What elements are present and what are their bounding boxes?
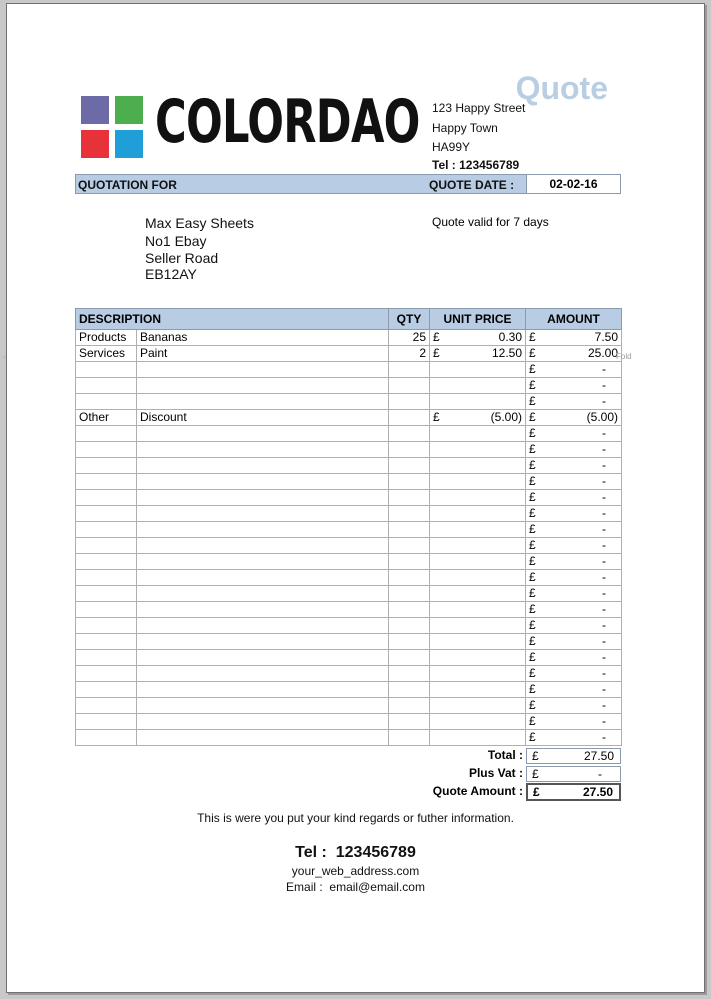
total-amount: 27.50 <box>583 749 614 763</box>
customer-line-2: No1 Ebay <box>145 233 207 249</box>
row-amount-currency: £ <box>529 554 536 568</box>
row-amount-dash: - <box>602 586 607 600</box>
table-row <box>76 634 622 650</box>
table-row <box>76 714 622 730</box>
row-category <box>76 666 137 682</box>
row-qty: 2 <box>389 346 430 362</box>
row-qty <box>389 682 430 698</box>
row-amount-dash: - <box>602 554 607 568</box>
row-category: Products <box>76 330 137 346</box>
row-category <box>76 714 137 730</box>
row-category <box>76 394 137 410</box>
company-tel: Tel : 123456789 <box>432 158 520 172</box>
row-amount-dash: - <box>602 666 607 680</box>
fold-mark-left: ▫ <box>3 353 6 362</box>
row-amount-currency: £ <box>529 570 536 584</box>
row-category <box>76 362 137 378</box>
header-qty: QTY <box>389 309 430 330</box>
row-category <box>76 426 137 442</box>
row-amount <box>526 554 622 570</box>
items-table-body <box>76 330 622 746</box>
row-amount-currency: £ <box>529 442 536 456</box>
row-description <box>137 634 389 650</box>
row-amount-dash: - <box>602 426 607 440</box>
table-row <box>76 362 622 378</box>
row-unit-price <box>430 410 526 426</box>
row-unit-price <box>430 602 526 618</box>
row-amount-dash: - <box>602 714 607 728</box>
row-description <box>137 714 389 730</box>
row-amount-currency: £ <box>529 730 536 744</box>
table-row <box>76 474 622 490</box>
footer-email-label: Email : <box>286 880 323 894</box>
row-amount-dash: - <box>602 458 607 472</box>
row-qty: 25 <box>389 330 430 346</box>
row-amount <box>526 490 622 506</box>
quote-page <box>3 3 705 993</box>
row-description: Discount <box>137 410 389 426</box>
table-row <box>76 730 622 746</box>
row-price-currency: £ <box>433 330 440 344</box>
row-amount-currency: £ <box>529 362 536 376</box>
row-unit-price <box>430 570 526 586</box>
table-row <box>76 650 622 666</box>
row-unit-price <box>430 586 526 602</box>
row-qty <box>389 650 430 666</box>
row-category <box>76 458 137 474</box>
row-amount-currency: £ <box>529 538 536 552</box>
row-qty <box>389 570 430 586</box>
row-amount <box>526 426 622 442</box>
row-category <box>76 522 137 538</box>
row-amount-currency: £ <box>529 506 536 520</box>
table-row <box>76 346 622 362</box>
row-amount <box>526 330 622 346</box>
address-line-1: 123 Happy Street <box>432 101 526 115</box>
row-category <box>76 682 137 698</box>
row-price-value: 12.50 <box>491 346 523 360</box>
row-amount-dash: - <box>602 682 607 696</box>
footer-tel-label: Tel : <box>295 844 327 861</box>
quote-amount-currency: £ <box>533 785 540 799</box>
row-amount-currency: £ <box>529 458 536 472</box>
row-qty <box>389 378 430 394</box>
footer-tel <box>7 844 704 862</box>
footer-email-link[interactable]: email@email.com <box>329 880 425 894</box>
row-description <box>137 378 389 394</box>
row-qty <box>389 426 430 442</box>
row-description <box>137 570 389 586</box>
row-qty <box>389 554 430 570</box>
row-amount-dash: - <box>602 698 607 712</box>
row-description <box>137 538 389 554</box>
row-category <box>76 618 137 634</box>
row-amount-dash: - <box>602 378 607 392</box>
table-row <box>76 538 622 554</box>
total-currency: £ <box>532 749 539 763</box>
total-value <box>526 748 621 764</box>
row-amount <box>526 698 622 714</box>
row-qty <box>389 394 430 410</box>
table-row <box>76 554 622 570</box>
row-amount-value: (5.00) <box>586 410 619 424</box>
row-amount-currency: £ <box>529 666 536 680</box>
row-unit-price <box>430 682 526 698</box>
row-amount <box>526 618 622 634</box>
address-line-3: HA99Y <box>432 140 471 154</box>
row-amount-value: 25.00 <box>587 346 619 360</box>
table-row <box>76 394 622 410</box>
row-unit-price <box>430 506 526 522</box>
table-row <box>76 586 622 602</box>
total-label: Total : <box>487 748 523 762</box>
row-unit-price <box>430 730 526 746</box>
row-unit-price <box>430 554 526 570</box>
vat-label: Plus Vat : <box>468 766 523 780</box>
row-amount-dash: - <box>602 634 607 648</box>
vat-amount: - <box>598 767 602 781</box>
row-category <box>76 378 137 394</box>
table-row <box>76 458 622 474</box>
vat-currency: £ <box>532 767 539 781</box>
footer-tel-number: 123456789 <box>335 844 416 861</box>
table-row <box>76 506 622 522</box>
row-amount-currency: £ <box>529 586 536 600</box>
row-unit-price <box>430 714 526 730</box>
row-amount <box>526 394 622 410</box>
row-amount <box>526 378 622 394</box>
row-amount <box>526 602 622 618</box>
row-unit-price <box>430 426 526 442</box>
table-row <box>76 698 622 714</box>
header-unit-price: UNIT PRICE <box>430 309 526 330</box>
row-unit-price <box>430 458 526 474</box>
row-qty <box>389 714 430 730</box>
row-amount-dash: - <box>602 538 607 552</box>
row-price-currency: £ <box>433 410 440 424</box>
row-price-currency: £ <box>433 346 440 360</box>
row-category <box>76 442 137 458</box>
row-unit-price <box>430 394 526 410</box>
row-category <box>76 602 137 618</box>
footer-email <box>7 880 704 894</box>
row-amount-currency: £ <box>529 682 536 696</box>
row-amount-currency: £ <box>529 714 536 728</box>
row-qty <box>389 506 430 522</box>
row-description: Bananas <box>137 330 389 346</box>
row-amount-currency: £ <box>529 602 536 616</box>
table-row <box>76 570 622 586</box>
row-amount-currency: £ <box>529 618 536 632</box>
quote-amount-value <box>526 783 621 801</box>
row-category <box>76 474 137 490</box>
header-description: DESCRIPTION <box>76 309 389 330</box>
row-amount-currency: £ <box>529 346 536 360</box>
row-amount-dash: - <box>602 522 607 536</box>
row-description <box>137 506 389 522</box>
row-description <box>137 554 389 570</box>
table-row <box>76 378 622 394</box>
row-amount-dash: - <box>602 570 607 584</box>
row-description <box>137 426 389 442</box>
header-amount: AMOUNT <box>526 309 622 330</box>
table-row <box>76 330 622 346</box>
row-unit-price <box>430 442 526 458</box>
quote-amount-amount: 27.50 <box>582 785 613 799</box>
row-description <box>137 666 389 682</box>
row-category <box>76 586 137 602</box>
table-row <box>76 666 622 682</box>
row-description <box>137 730 389 746</box>
row-description <box>137 698 389 714</box>
row-description <box>137 362 389 378</box>
row-amount-dash: - <box>602 650 607 664</box>
row-category <box>76 506 137 522</box>
row-category <box>76 698 137 714</box>
footer-regards: This is were you put your kind regards or futher information. <box>197 811 514 825</box>
row-amount <box>526 714 622 730</box>
customer-line-4: EB12AY <box>145 266 197 282</box>
row-category <box>76 554 137 570</box>
row-unit-price <box>430 618 526 634</box>
row-amount <box>526 538 622 554</box>
row-amount-dash: - <box>602 730 607 744</box>
row-amount-currency: £ <box>529 650 536 664</box>
row-amount-currency: £ <box>529 634 536 648</box>
row-qty <box>389 522 430 538</box>
row-unit-price <box>430 474 526 490</box>
vat-value <box>526 766 621 782</box>
row-amount-currency: £ <box>529 490 536 504</box>
row-unit-price <box>430 330 526 346</box>
row-amount <box>526 586 622 602</box>
row-amount <box>526 522 622 538</box>
row-description: Paint <box>137 346 389 362</box>
row-qty <box>389 586 430 602</box>
row-description <box>137 586 389 602</box>
row-amount-dash: - <box>602 474 607 488</box>
row-amount-currency: £ <box>529 410 536 424</box>
row-category <box>76 538 137 554</box>
row-amount-dash: - <box>602 490 607 504</box>
row-qty <box>389 442 430 458</box>
row-description <box>137 490 389 506</box>
quote-amount-label: Quote Amount : <box>432 784 523 798</box>
quote-date-value: 02-02-16 <box>526 174 621 194</box>
row-qty <box>389 490 430 506</box>
row-unit-price <box>430 522 526 538</box>
row-amount <box>526 506 622 522</box>
row-unit-price <box>430 538 526 554</box>
row-amount-dash: - <box>602 394 607 408</box>
row-qty <box>389 474 430 490</box>
row-description <box>137 602 389 618</box>
row-amount <box>526 730 622 746</box>
table-row <box>76 426 622 442</box>
company-logo-icon <box>81 96 147 162</box>
row-description <box>137 618 389 634</box>
row-amount <box>526 666 622 682</box>
table-row <box>76 522 622 538</box>
row-qty <box>389 618 430 634</box>
row-unit-price <box>430 490 526 506</box>
row-category <box>76 570 137 586</box>
quote-validity: Quote valid for 7 days <box>432 215 549 229</box>
row-unit-price <box>430 634 526 650</box>
row-qty <box>389 602 430 618</box>
row-category <box>76 730 137 746</box>
row-amount-currency: £ <box>529 522 536 536</box>
row-amount-dash: - <box>602 602 607 616</box>
row-qty <box>389 698 430 714</box>
row-amount-dash: - <box>602 618 607 632</box>
row-price-value: 0.30 <box>498 330 523 344</box>
row-amount <box>526 650 622 666</box>
row-amount <box>526 634 622 650</box>
row-amount-dash: - <box>602 362 607 376</box>
row-category: Other <box>76 410 137 426</box>
customer-line-3: Seller Road <box>145 250 219 266</box>
row-qty <box>389 634 430 650</box>
quote-date-label: QUOTE DATE : <box>429 178 515 192</box>
row-qty <box>389 458 430 474</box>
quotation-for-label: QUOTATION FOR <box>78 178 177 192</box>
row-unit-price <box>430 362 526 378</box>
row-category <box>76 634 137 650</box>
row-amount <box>526 410 622 426</box>
row-amount <box>526 458 622 474</box>
row-amount-currency: £ <box>529 426 536 440</box>
address-line-2: Happy Town <box>432 121 498 135</box>
company-name: COLORDAO <box>155 87 420 157</box>
row-description <box>137 394 389 410</box>
row-amount <box>526 346 622 362</box>
row-amount-currency: £ <box>529 474 536 488</box>
row-description <box>137 442 389 458</box>
row-amount <box>526 474 622 490</box>
row-amount <box>526 570 622 586</box>
row-price-value: (5.00) <box>490 410 523 424</box>
row-category <box>76 650 137 666</box>
row-amount <box>526 362 622 378</box>
table-row <box>76 410 622 426</box>
row-qty <box>389 730 430 746</box>
row-description <box>137 522 389 538</box>
row-category: Services <box>76 346 137 362</box>
customer-line-1: Max Easy Sheets <box>145 215 254 231</box>
row-amount <box>526 682 622 698</box>
row-amount-currency: £ <box>529 394 536 408</box>
row-description <box>137 474 389 490</box>
table-row <box>76 602 622 618</box>
row-unit-price <box>430 650 526 666</box>
items-table <box>75 308 622 746</box>
row-unit-price <box>430 346 526 362</box>
row-category <box>76 490 137 506</box>
row-unit-price <box>430 698 526 714</box>
row-qty <box>389 362 430 378</box>
table-row <box>76 490 622 506</box>
row-amount-currency: £ <box>529 378 536 392</box>
fold-mark-right: Fold <box>616 352 632 361</box>
row-amount <box>526 442 622 458</box>
document-title: Quote <box>515 70 608 106</box>
row-description <box>137 682 389 698</box>
row-qty <box>389 410 430 426</box>
table-row <box>76 442 622 458</box>
row-description <box>137 650 389 666</box>
row-description <box>137 458 389 474</box>
row-amount-value: 7.50 <box>594 330 619 344</box>
row-amount-currency: £ <box>529 698 536 712</box>
table-header-row <box>76 309 622 330</box>
row-amount-dash: - <box>602 506 607 520</box>
row-unit-price <box>430 378 526 394</box>
row-unit-price <box>430 666 526 682</box>
row-amount-dash: - <box>602 442 607 456</box>
table-row <box>76 618 622 634</box>
row-amount-currency: £ <box>529 330 536 344</box>
table-row <box>76 682 622 698</box>
row-qty <box>389 666 430 682</box>
row-qty <box>389 538 430 554</box>
footer-web-link[interactable]: your_web_address.com <box>291 864 420 878</box>
